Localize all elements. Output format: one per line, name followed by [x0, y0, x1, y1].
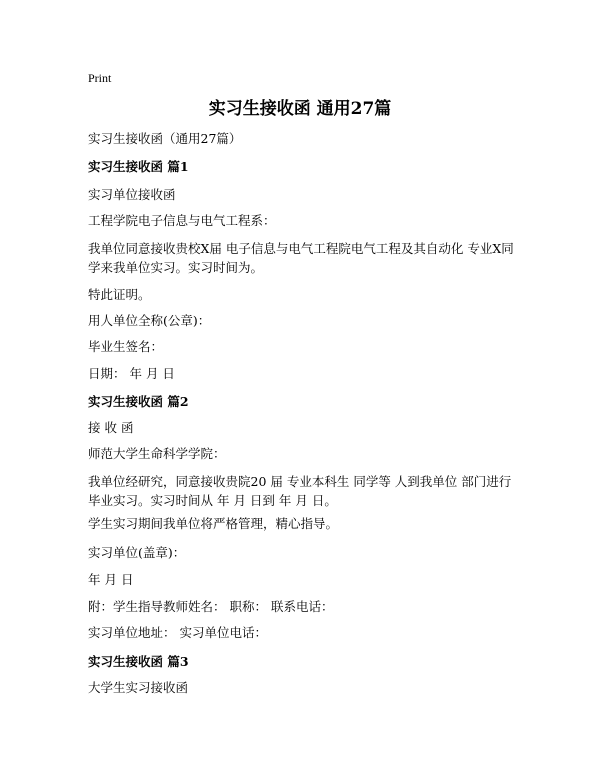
paragraph: 年 月 日	[88, 572, 134, 587]
paragraph: 师范大学生命科学学院：	[88, 446, 226, 461]
paragraph: 接 收 函	[88, 420, 134, 435]
paragraph: 特此证明。	[88, 287, 151, 302]
section-heading: 实习生接收函 篇2	[88, 394, 189, 409]
paragraph: 我单位经研究，同意接收贵院20 届 专业本科生 同学等 人到我单位 部门进行毕业实习。实习时间从 年 月 日到 年 月 日。	[88, 474, 512, 508]
paragraph: 我单位同意接收贵校X届 电子信息与电气工程院电气工程及其自动化 专业X同学来我单位实习。实习时间为。	[88, 241, 514, 275]
paragraph: 实习生接收函（通用27篇）	[88, 131, 242, 146]
paragraph: 实习单位接收函	[88, 187, 176, 202]
paragraph: 大学生实习接收函	[88, 680, 189, 695]
paragraph: 工程学院电子信息与电气工程系：	[88, 213, 276, 228]
paragraph: 用人单位全称(公章)：	[88, 313, 211, 328]
paragraph: 毕业生签名：	[88, 339, 164, 354]
paragraph: 附：学生指导教师姓名： 职称： 联系电话：	[88, 599, 334, 614]
paragraph: 实习单位(盖章)：	[88, 545, 186, 560]
paragraph: 学生实习期间我单位将严格管理，精心指导。	[88, 516, 339, 531]
print-link[interactable]: Print	[88, 71, 112, 85]
section-heading: 实习生接收函 篇1	[88, 159, 189, 174]
paragraph: 实习单位地址： 实习单位电话：	[88, 625, 267, 640]
section-heading: 实习生接收函 篇3	[88, 654, 189, 669]
paragraph: 日期： 年 月 日	[88, 366, 175, 381]
document-title: 实习生接收函 通用27篇	[208, 99, 392, 119]
